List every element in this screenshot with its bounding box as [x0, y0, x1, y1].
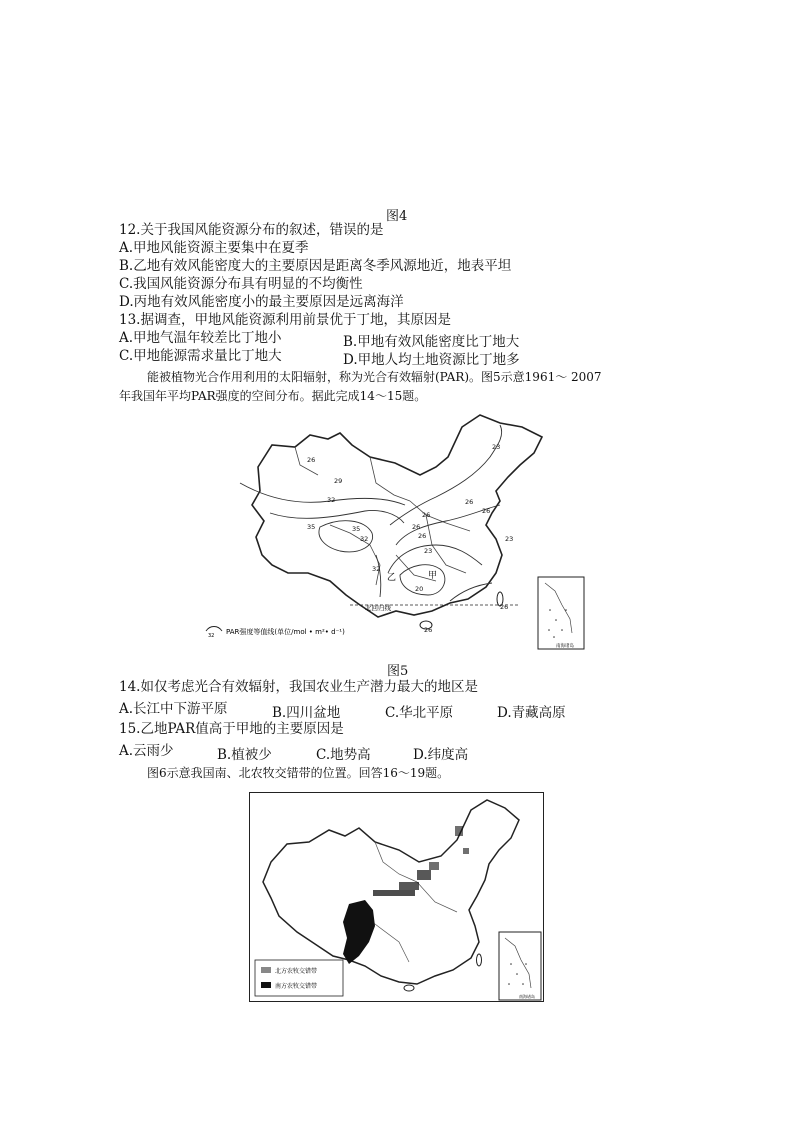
- isoline-label: 26: [307, 456, 316, 464]
- q15-option-b: B.植被少: [217, 747, 272, 763]
- q15-option-c: C.地势高: [316, 747, 371, 763]
- q13-option-d: D.甲地人均土地资源比丁地多: [343, 352, 520, 368]
- jia-label: 甲: [428, 571, 438, 581]
- q12-option-a: A.甲地风能资源主要集中在夏季: [119, 240, 309, 256]
- q15-option-a: A.云雨少: [119, 743, 174, 759]
- legend-south-belt: 南方农牧交错带: [275, 983, 318, 990]
- legend-sample-value: 32: [208, 633, 215, 639]
- intro-14-15-line1: 能被植物光合作用利用的太阳辐射，称为光合有效辐射(PAR)。图5示意1961～ 2007: [147, 370, 602, 384]
- isoline-label: 23: [424, 547, 433, 555]
- isoline-label: 26: [465, 498, 474, 506]
- isoline-label: 35: [307, 523, 316, 531]
- q14-stem: 14.如仅考虑光合有效辐射，我国农业生产潜力最大的地区是: [119, 679, 478, 695]
- figure-5-caption: 图5: [387, 664, 409, 679]
- figure-4-caption: 图4: [386, 209, 408, 224]
- isoline-label: 29: [334, 477, 343, 485]
- isoline-label: 26: [500, 603, 509, 611]
- q13-option-c: C.甲地能源需求量比丁地大: [119, 348, 282, 364]
- legend-north-belt: 北方农牧交错带: [275, 968, 318, 975]
- isoline: [450, 583, 492, 601]
- intro-16-19: 图6示意我国南、北农牧交错带的位置。回答16～19题。: [147, 766, 450, 780]
- farming-pastoral-map-figure-6: [249, 792, 544, 1002]
- isoline-label: 26: [422, 511, 431, 519]
- isoline-label: 26: [412, 523, 421, 531]
- par-map-figure-5: [200, 405, 600, 650]
- isoline-label: 20: [415, 585, 424, 593]
- inset-label: 南海诸岛: [556, 644, 574, 649]
- q15-option-d: D.纬度高: [413, 747, 469, 763]
- q15-stem: 15.乙地PAR值高于甲地的主要原因是: [119, 721, 344, 737]
- map5-legend: PAR强度等值线(单位/mol • m²• d⁻¹): [226, 628, 345, 636]
- isoline-label: 26: [482, 507, 491, 515]
- q12-stem: 12.关于我国风能资源分布的叙述，错误的是: [119, 222, 384, 238]
- q13-option-b: B.甲地有效风能密度比丁地大: [343, 334, 520, 350]
- yi-label: 乙: [387, 573, 397, 583]
- q14-option-a: A.长江中下游平原: [119, 701, 228, 717]
- south-china-sea-inset: [538, 577, 584, 649]
- inset-label: 南海诸岛: [519, 994, 535, 999]
- q13-stem: 13.据调查，甲地风能资源利用前景优于丁地，其原因是: [119, 312, 451, 328]
- isoline-label: 32: [327, 496, 336, 504]
- south-china-sea-inset: [499, 932, 541, 1000]
- q13-option-a: A.甲地气温年较差比丁地小: [119, 330, 282, 346]
- q14-option-d: D.青藏高原: [497, 705, 566, 721]
- isoline-label: 35: [352, 525, 361, 533]
- q12-option-d: D.丙地有效风能密度小的最主要原因是远离海洋: [119, 294, 404, 310]
- isoline-label: 32: [360, 535, 369, 543]
- isoline-label: 26: [424, 626, 433, 634]
- isoline-label: 32: [372, 565, 381, 573]
- q12-option-b: B.乙地有效风能密度大的主要原因是距离冬季风源地近，地表平坦: [119, 258, 512, 274]
- q14-option-b: B.四川盆地: [272, 705, 341, 721]
- tropic-of-cancer-label: 北回归线: [365, 604, 391, 612]
- intro-14-15-line2: 年我国年平均PAR强度的空间分布。据此完成14～15题。: [119, 389, 427, 403]
- q14-option-c: C.华北平原: [385, 705, 454, 721]
- isoline-label: 23: [492, 443, 501, 451]
- isoline-label: 23: [505, 535, 514, 543]
- q12-option-c: C.我国风能资源分布具有明显的不均衡性: [119, 276, 363, 292]
- isoline-label: 26: [418, 532, 427, 540]
